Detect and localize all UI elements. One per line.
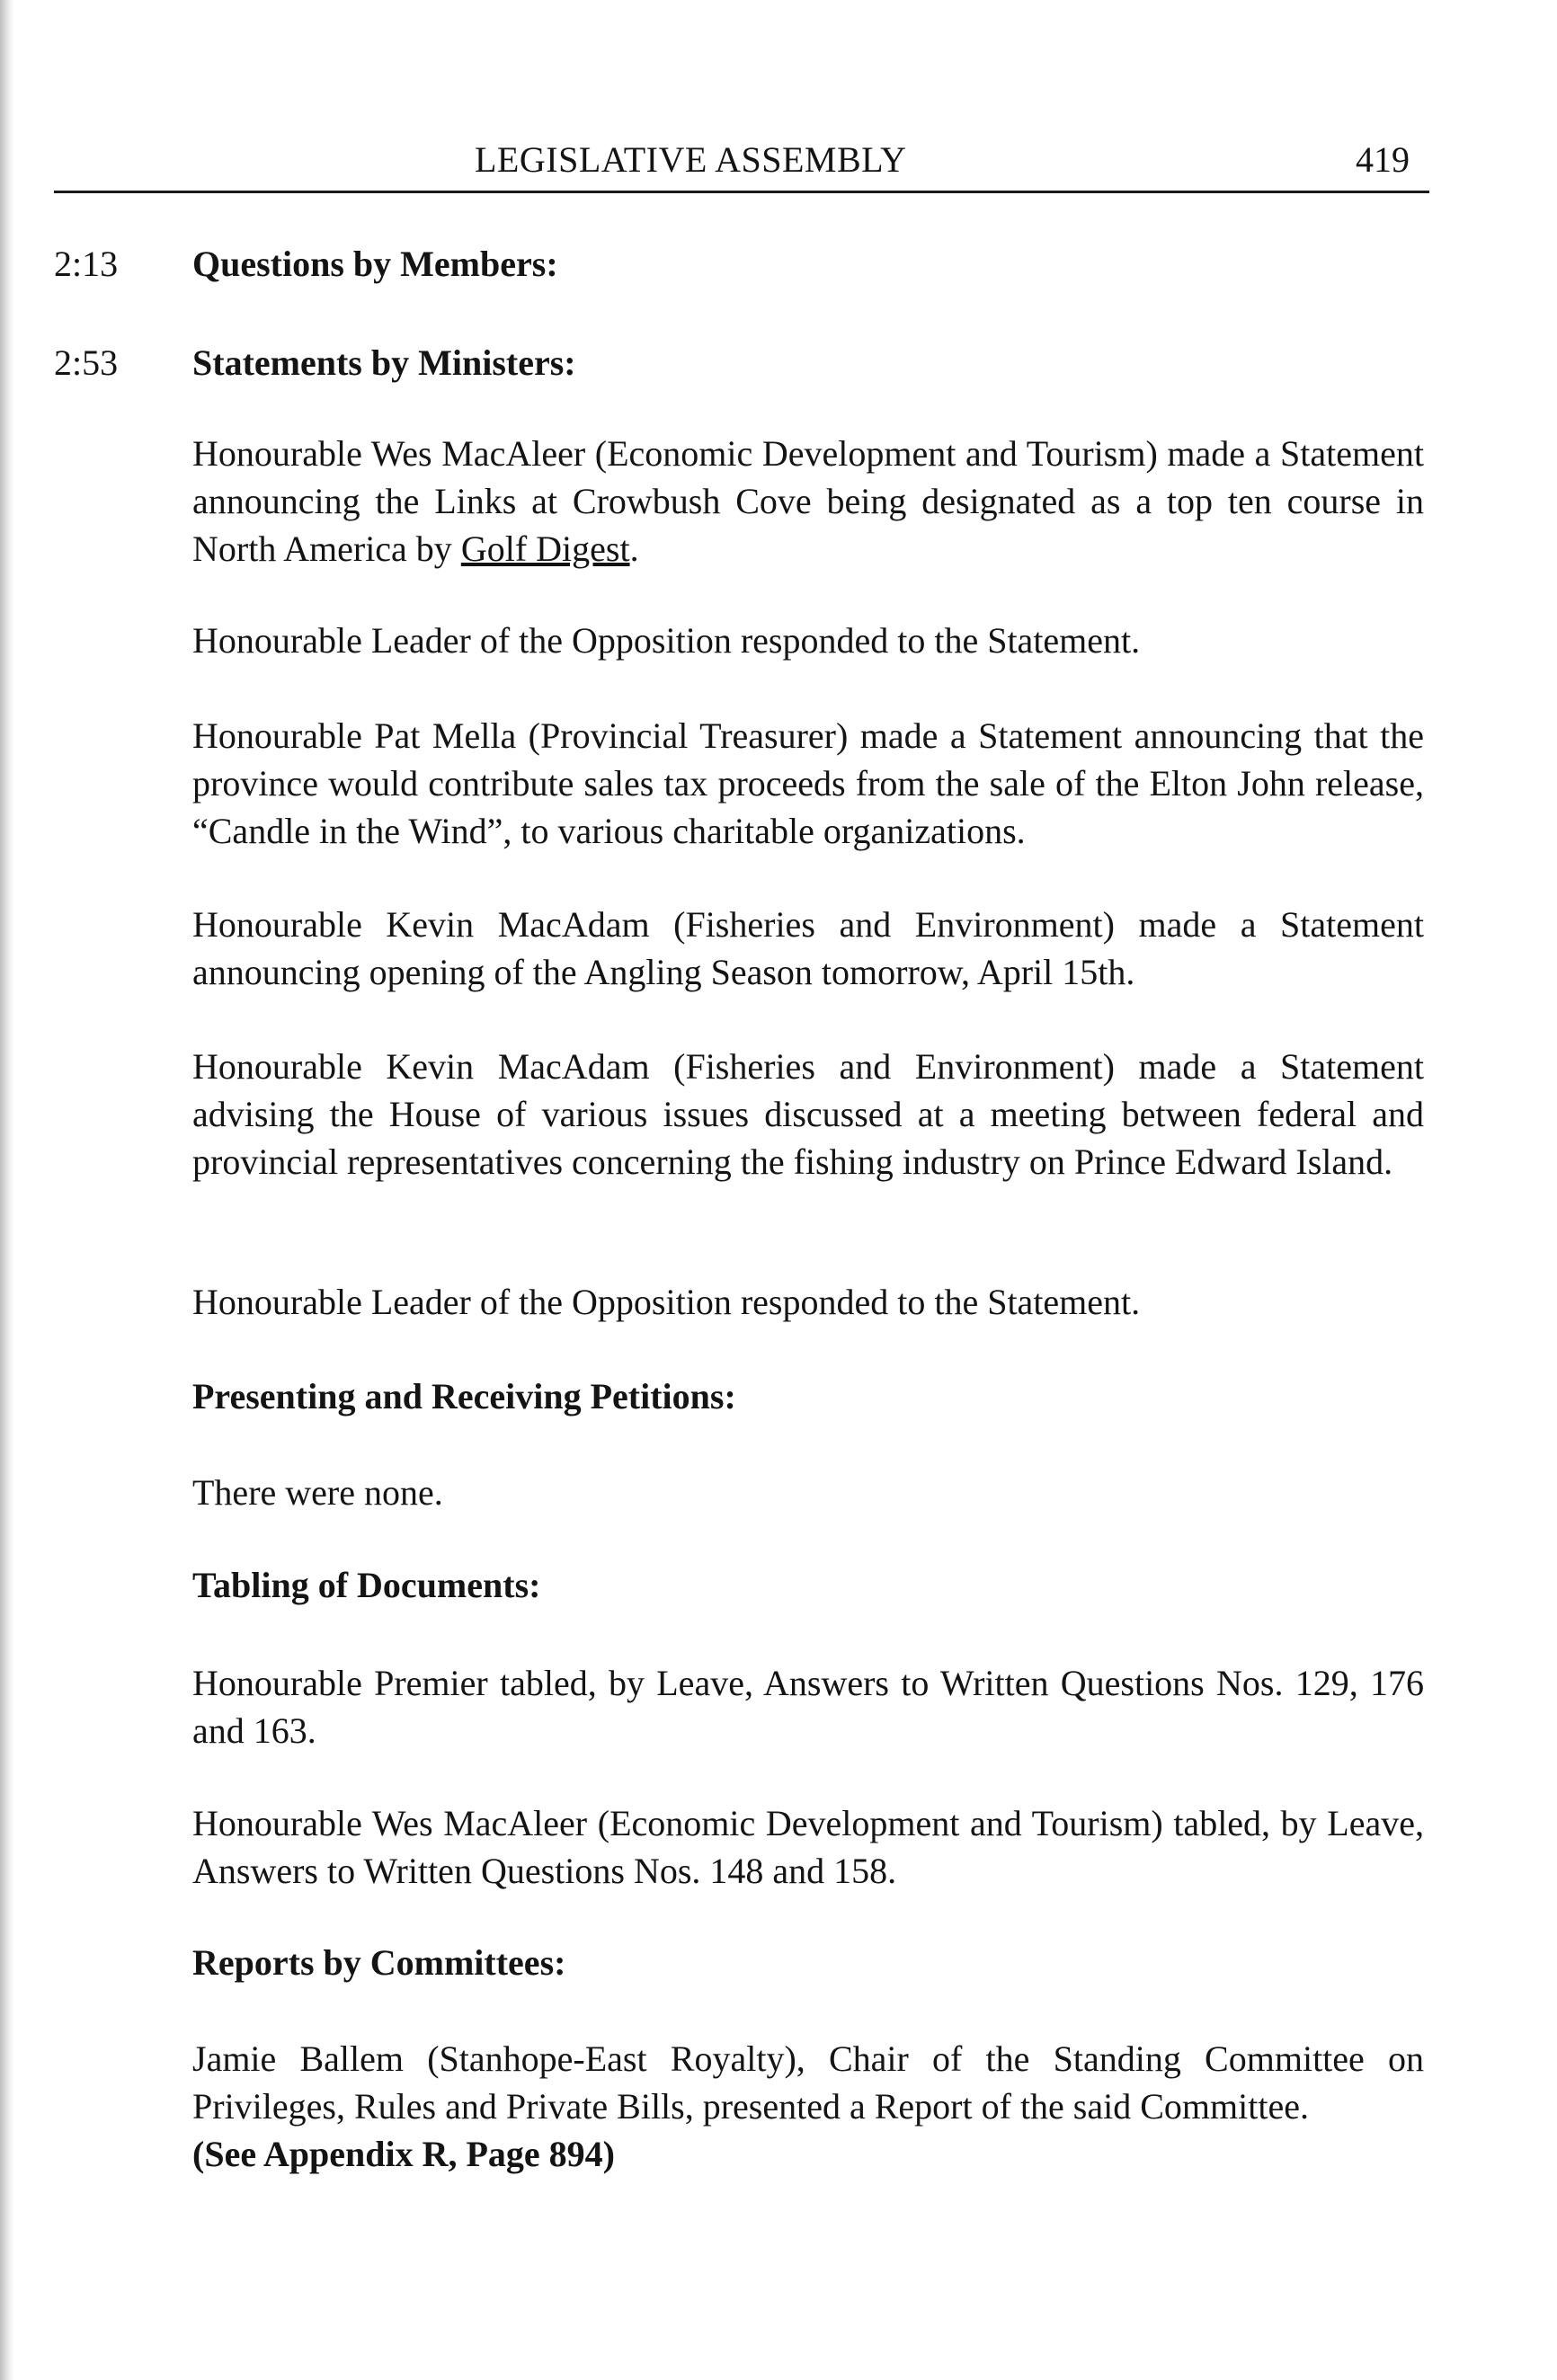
- paragraph-petitions-none: There were none.: [192, 1472, 443, 1513]
- paragraph-premier-tabled: Honourable Premier tabled, by Leave, Answers to Written Questions Nos. 129, 176 and 163.: [192, 1663, 1424, 1751]
- page-number: 419: [1356, 139, 1410, 180]
- time-label-statements: 2:53: [54, 342, 119, 383]
- heading-statements: Statements by Ministers:: [192, 342, 576, 383]
- paragraph-opposition-response-2: Honourable Leader of the Opposition responded to the Statement.: [192, 1282, 1141, 1322]
- paragraph-angling-statement: Honourable Kevin MacAdam (Fisheries and Environment) made a Statement announcing opening of the Angling Season tomorrow, April 15th.: [192, 904, 1424, 992]
- heading-reports: Reports by Committees:: [192, 1942, 566, 1983]
- time-label-questions: 2:13: [54, 244, 119, 284]
- paragraph-treasurer-statement: Honourable Pat Mella (Provincial Treasurer) made a Statement announcing that the province would contribute sales tax proceeds from the sale of the Elton John release, “Candle in the Wind”, to various charitable organizations.: [192, 715, 1424, 851]
- header-rule: [54, 191, 1429, 193]
- heading-tabling: Tabling of Documents:: [192, 1565, 541, 1605]
- paragraph-macaleer-tabled: Honourable Wes MacAleer (Economic Development and Tourism) tabled, by Leave, Answers to Written Questions Nos. 148 and 158.: [192, 1803, 1424, 1891]
- paragraph-text: Honourable Wes MacAleer (Economic Development and Tourism) made a Statement announcing the Links at Crowbush Cove being designated as a top ten course in North America by: [192, 433, 1424, 569]
- paragraph-committee-report: [192, 2035, 1424, 2178]
- paragraph-text: .: [629, 528, 639, 569]
- paragraph-fishing-statement: Honourable Kevin MacAdam (Fisheries and Environment) made a Statement advising the House of various issues discussed at a meeting between federal and provincial representatives concerning the fishing industry on Prince Edward Island.: [192, 1046, 1424, 1182]
- heading-questions: Questions by Members:: [192, 244, 558, 284]
- paragraph-crowbush-statement: [192, 430, 1424, 573]
- paragraph-opposition-response-1: Honourable Leader of the Opposition responded to the Statement.: [192, 620, 1141, 661]
- running-head: LEGISLATIVE ASSEMBLY: [475, 139, 907, 180]
- appendix-reference: (See Appendix R, Page 894): [192, 2134, 615, 2174]
- page-edge-shadow: [0, 0, 14, 2380]
- heading-petitions: Presenting and Receiving Petitions:: [192, 1376, 736, 1416]
- publication-title: Golf Digest: [460, 528, 630, 569]
- paragraph-text: Jamie Ballem (Stanhope-East Royalty), Chair of the Standing Committee on Privileges, Rules and Private Bills, presented a Report of the said Committee.: [192, 2038, 1424, 2127]
